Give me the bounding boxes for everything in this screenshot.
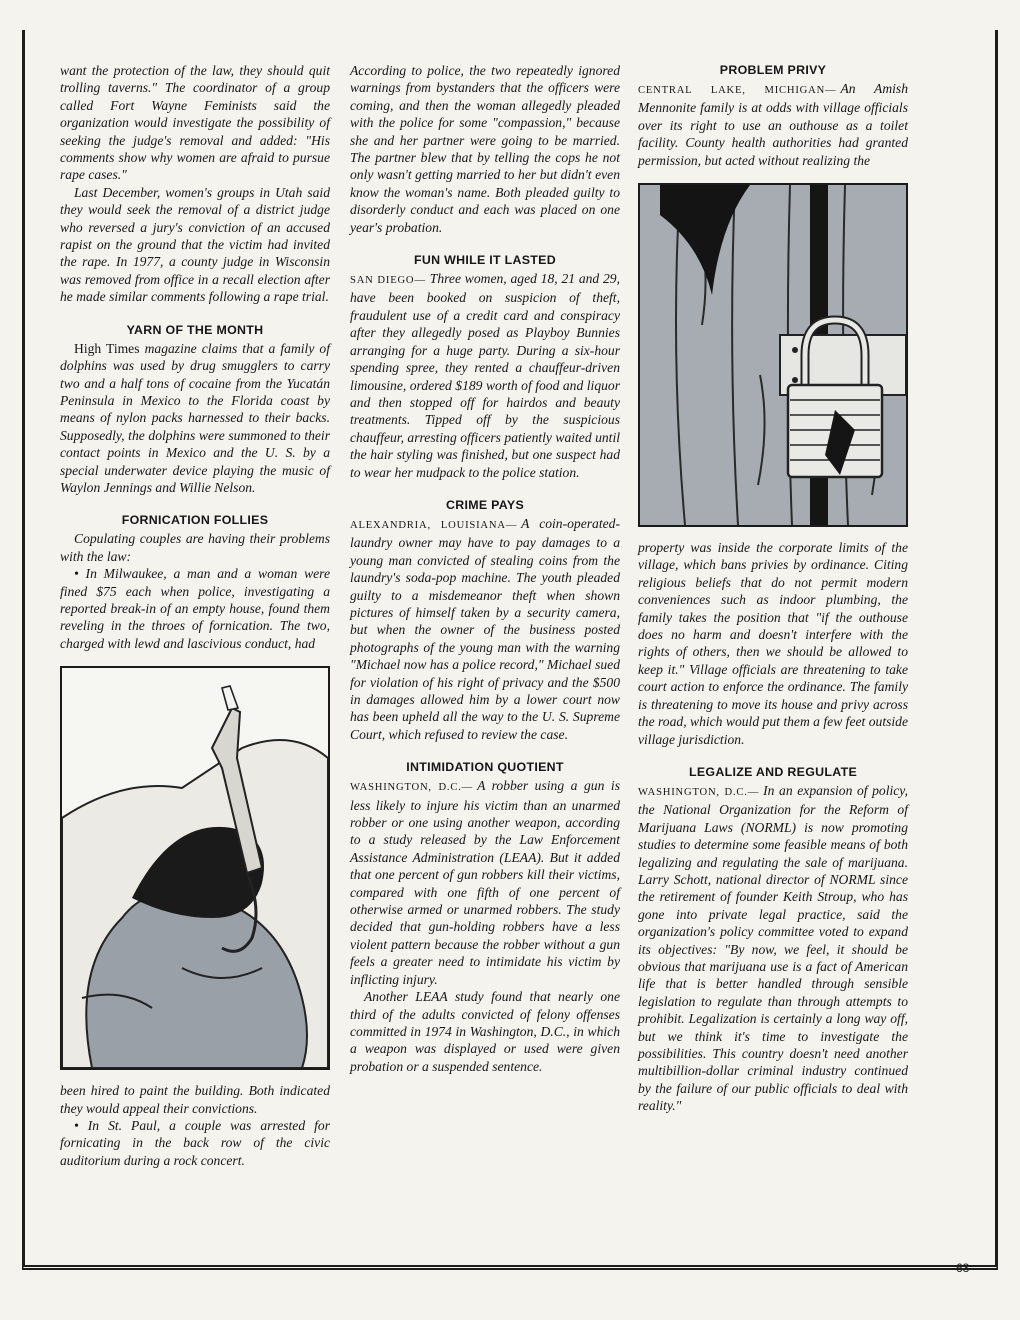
paragraph-text: magazine claims that a family of dolphins was used by drug smugglers to carry two and a half tons of cocaine from the Yucatán Peninsula in Mexico to the Florida coast by means of nylon packs harnessed to their backs. Supposedly, the dolphins were summoned to their contact points in Mexico and the U. S. by a special underwater device playing the music of Waylon Jennings and Willie Nelson. [60,340,331,495]
section-heading: INTIMIDATION QUOTIENT [406,760,564,775]
paragraph [350,777,620,988]
dateline: CENTRAL LAKE, MICHIGAN— [638,85,837,96]
dateline: ALEXANDRIA, LOUISIANA— [350,519,518,531]
paragraph: property was inside the corporate limits of the village, which bans privies by ordinance. Citing religious beliefs that do not permit modern conveniences such as indoor plumbing, the family takes the position that "if the outhouse does no harm and doesn't interfere with the rights of others, then we should be allowed to keep it." Village officials are threatening to take court action to enforce the ordinance. The family is threatening to move its house and privy across the road, which would put them a few feet outside village jurisdiction. [638,540,908,747]
column-3 [638,62,908,1115]
paragraph: Another LEAA study found that nearly one third of the adults convicted of felony offenses committed in 1974 in Washington, D.C., in which a weapon was displayed or used were given probation or a suspended sentence. [350,989,620,1074]
paragraph: want the protection of the law, they should quit trolling taverns." The coordinator of a group called Fort Wayne Feminists said the organization would investigate the possibility of seeking the judge's removal and added: "His comments show why women are afraid to pursue rape cases." [60,63,330,183]
publication-name: High Times [74,340,140,356]
section-heading: LEGALIZE AND REGULATE [688,764,858,779]
section-heading: FORNICATION FOLLIES [121,513,269,528]
paragraph-text: In an expansion of policy, the National Organization for the Reform of Marijuana Laws (NORML) is now promoting studies to determine some feasible means of both legalizing and regulating the sale of marijuana. Larry Schott, national director of NORML since the retirement of founder Keith Stroup, who has gone into private legal practice, said the organization's policy committee voted to expand its objectives: "By now, we feel, it should be obvious that marijuana use is a fact of American life that is better handled through sensible legislation to regulate than through attempts to prohibit. Legalization is certainly a long way off, but we think it's time to investigate the possibilities. This country doesn't need another multibillion-dollar criminal industry continued by the failure of our public officials to deal with reality." [638,782,908,1114]
paragraph: • In Milwaukee, a man and a woman were fined $75 each when police, investigating a reported break-in of an empty house, found them reveling in the throes of fornication. The two, charged with lewd and lascivious conduct, had [60,566,330,651]
paragraph [638,80,908,169]
paragraph [638,782,908,1115]
paragraph: • In St. Paul, a couple was arrested for fornicating in the back row of the civic auditorium during a rock concert. [60,1118,330,1168]
illustration-padlock-door [638,183,908,527]
paragraph [60,340,330,497]
paragraph-text: A robber using a gun is less likely to injure his victim than an unarmed robber or one using another weapon, according to a study released by the Law Enforcement Assistance Administration (LEAA). But it added that one percent of gun robbers kill their victims, compared with one fifth of one percent of otherwise armed or unarmed robbers. The study decided that gun-holding robbers have a less violent pattern because the robber without a gun feels a greater need to intimidate his victim by inflicting injury. [350,778,620,987]
illustration-hands-bed [60,666,330,1070]
dateline: WASHINGTON, D.C.— [350,782,474,794]
bed-illustration [62,668,328,1068]
column-2 [350,62,620,1075]
paragraph: been hired to paint the building. Both indicated they would appeal their convictions. [60,1083,330,1116]
paragraph [350,515,620,743]
column-1 [60,62,330,1169]
paragraph: Copulating couples are having their problems with the law: [60,531,330,564]
section-heading: CRIME PAYS [445,497,525,512]
paragraph-text: A coin-operated-laundry owner may have to pay damages to a young man convicted of stealing coins from the laundry's soda-pop machine. The youth pleaded guilty to a misdemeanor theft when shown pictures of himself taken by a security camera, but when the owner of the business posted photographs of the young man with the warning "Michael now has a police record," Michael sued for violation of his right of privacy and the $500 in damages allowed him by a lower court now has been upheld all the way to the U. S. Supreme Court, which refused to review the case. [350,515,620,742]
page-number: 63 [956,1261,970,1275]
paragraph: Last December, women's groups in Utah said they would seek the removal of a district judge who reversed a jury's conviction of an accused rapist on the ground that the victim had invited the rape. In 1977, a county judge in Wisconsin was removed from office in a recall election after he made similar comments following a rape trial. [60,184,330,305]
paragraph-text: Three women, aged 18, 21 and 29, have been booked on suspicion of theft, fraudulent use of a credit card and conspiracy after they allegedly posed as Playboy Bunnies arranging for a huge party. During a six-hour spending spree, they rented a chauffeur-driven limousine, ordered $189 worth of food and liquor and then stopped off for hairdos and beauty treatments. Tipped off by the suspicious chauffeur, arresting officers patiently waited until the hair styling was finished, but one suspect had to wear her mudpack to the police station. [350,271,621,480]
paragraph [350,270,620,481]
dateline: SAN DIEGO— [350,275,426,287]
section-heading: FUN WHILE IT LASTED [414,253,556,268]
section-heading: YARN OF THE MONTH [126,322,264,337]
paragraph-text: An Amish Mennonite family is at odds with village officials over its right to use an outhouse as a toilet facility. County health authorities had granted permission, but acted without realizing the [638,81,908,168]
padlock-illustration [640,185,906,525]
section-heading: PROBLEM PRIVY [719,63,827,77]
dateline: WASHINGTON, D.C.— [638,786,760,798]
paragraph: According to police, the two repeatedly ignored warnings from bystanders that the officers were coming, and then the woman allegedly pleaded with the police for some "compassion," because she and her partner were going to be married. The partner blew that by telling the cops he not only wasn't getting married to her but didn't even know the woman's name. Both pleaded guilty to disorderly conduct and each was placed on one year's probation. [350,63,620,235]
